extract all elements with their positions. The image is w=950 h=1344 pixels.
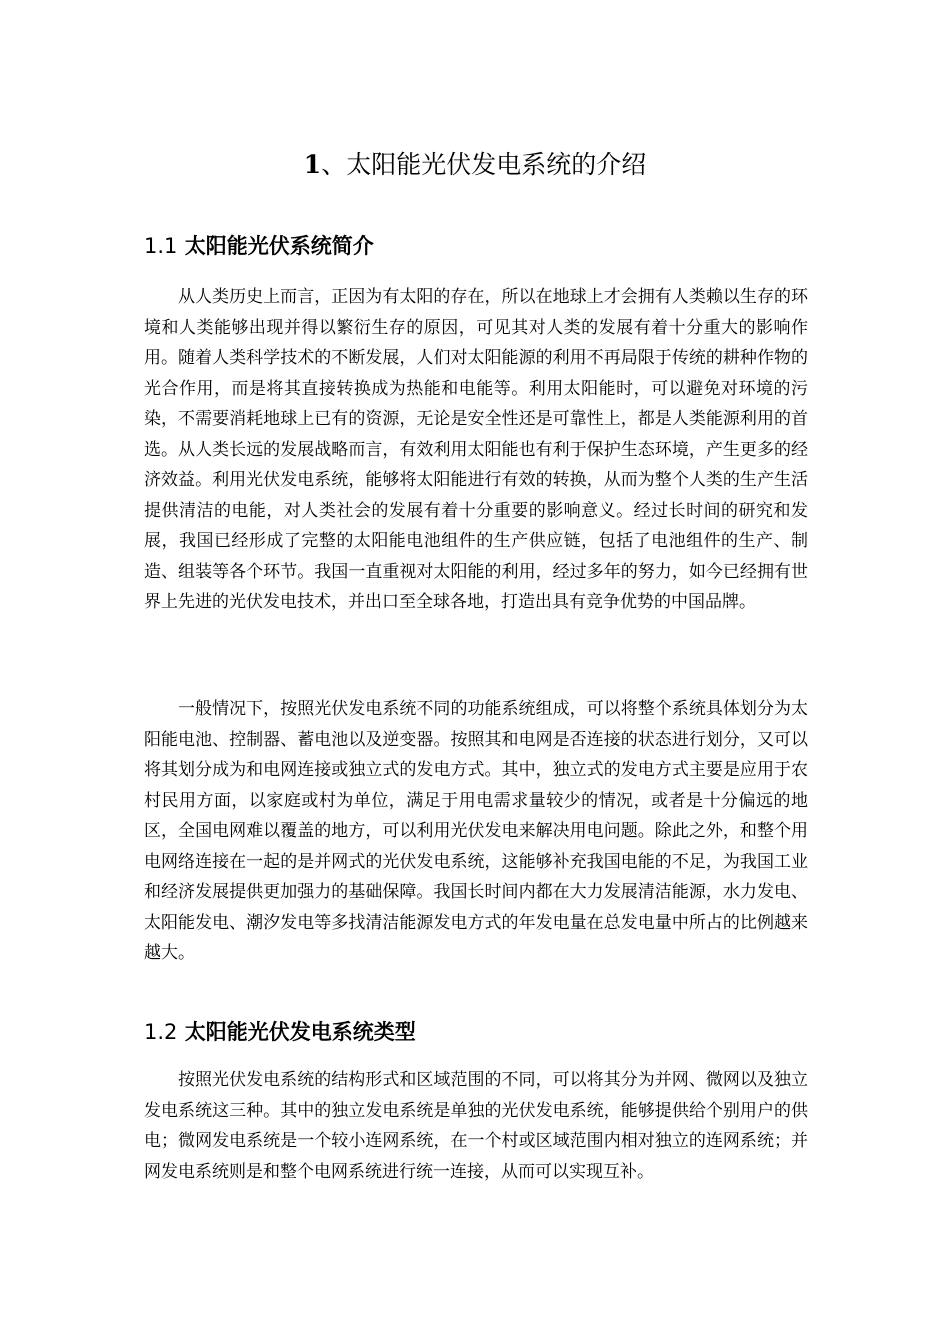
section-title: 太阳能光伏系统简介 [184, 234, 374, 258]
chapter-number: 1 [303, 150, 322, 179]
chapter-title-text: 、太阳能光伏发电系统的介绍 [321, 150, 647, 179]
section-title: 太阳能光伏发电系统类型 [184, 1020, 416, 1044]
section-number: 1.2 [144, 1020, 178, 1044]
section-1-2-paragraph-1: 按照光伏发电系统的结构形式和区域范围的不同，可以将其分为并网、微网以及独立发电系统这三种。其中的独立发电系统是单独的光伏发电系统，能够提供给个别用户的供电；微网发电系统是一个较小连网系统，在一个村或区域范围内相对独立的连网系统；并网发电系统则是和整个电网系统进行统一连接，从而可以实现互补。 [144, 1070, 808, 1182]
section-1-1-paragraph-1: 从人类历史上而言，正因为有太阳的存在，所以在地球上才会拥有人类赖以生存的环境和人类能够出现并得以繁衍生存的原因，可见其对人类的发展有着十分重大的影响作用。随着人类科学技术的不断发展，人们对太阳能源的利用不再局限于传统的耕种作物的光合作用，而是将其直接转换成为热能和电能等。利用太阳能时，可以避免对环境的污染，不需要消耗地球上已有的资源，无论是安全性还是可靠性上，都是人类能源利用的首选。从人类长远的发展战略而言，有效利用太阳能也有利于保护生态环境，产生更多的经济效益。利用光伏发电系统，能够将太阳能进行有效的转换，从而为整个人类的生产生活提供清洁的电能，对人类社会的发展有着十分重要的影响意义。经过长时间的研究和发展，我国已经形成了完整的太阳能电池组件的生产供应链，包括了电池组件的生产、制造、组装等各个环节。我国一直重视对太阳能的利用，经过多年的努力，如今已经拥有世界上先进的光伏发电技术，并出口至全球各地，打造出具有竞争优势的中国品牌。 [144, 287, 808, 612]
section-number: 1.1 [144, 234, 178, 258]
section-1-1-paragraph-2: 一般情况下，按照光伏发电系统不同的功能系统组成，可以将整个系统具体划分为太阳能电池、控制器、蓄电池以及逆变器。按照其和电网是否连接的状态进行划分，又可以将其划分成为和电网连接或独立式的发电方式。其中，独立式的发电方式主要是应用于农村民用方面，以家庭或村为单位，满足于用电需求量较少的情况，或者是十分偏远的地区，全国电网难以覆盖的地方，可以利用光伏发电来解决用电问题。除此之外，和整个用电网络连接在一起的是并网式的光伏发电系统，这能够补充我国电能的不足，为我国工业和经济发展提供更加强力的基础保障。我国长时间内都在大力发展清洁能源，水力发电、太阳能发电、潮汐发电等多找清洁能源发电方式的年发电量在总发电量中所占的比例越来越大。 [144, 699, 808, 963]
section-heading-1-2 [144, 1018, 416, 1046]
chapter-title [0, 148, 950, 182]
section-heading-1-1 [144, 232, 374, 260]
